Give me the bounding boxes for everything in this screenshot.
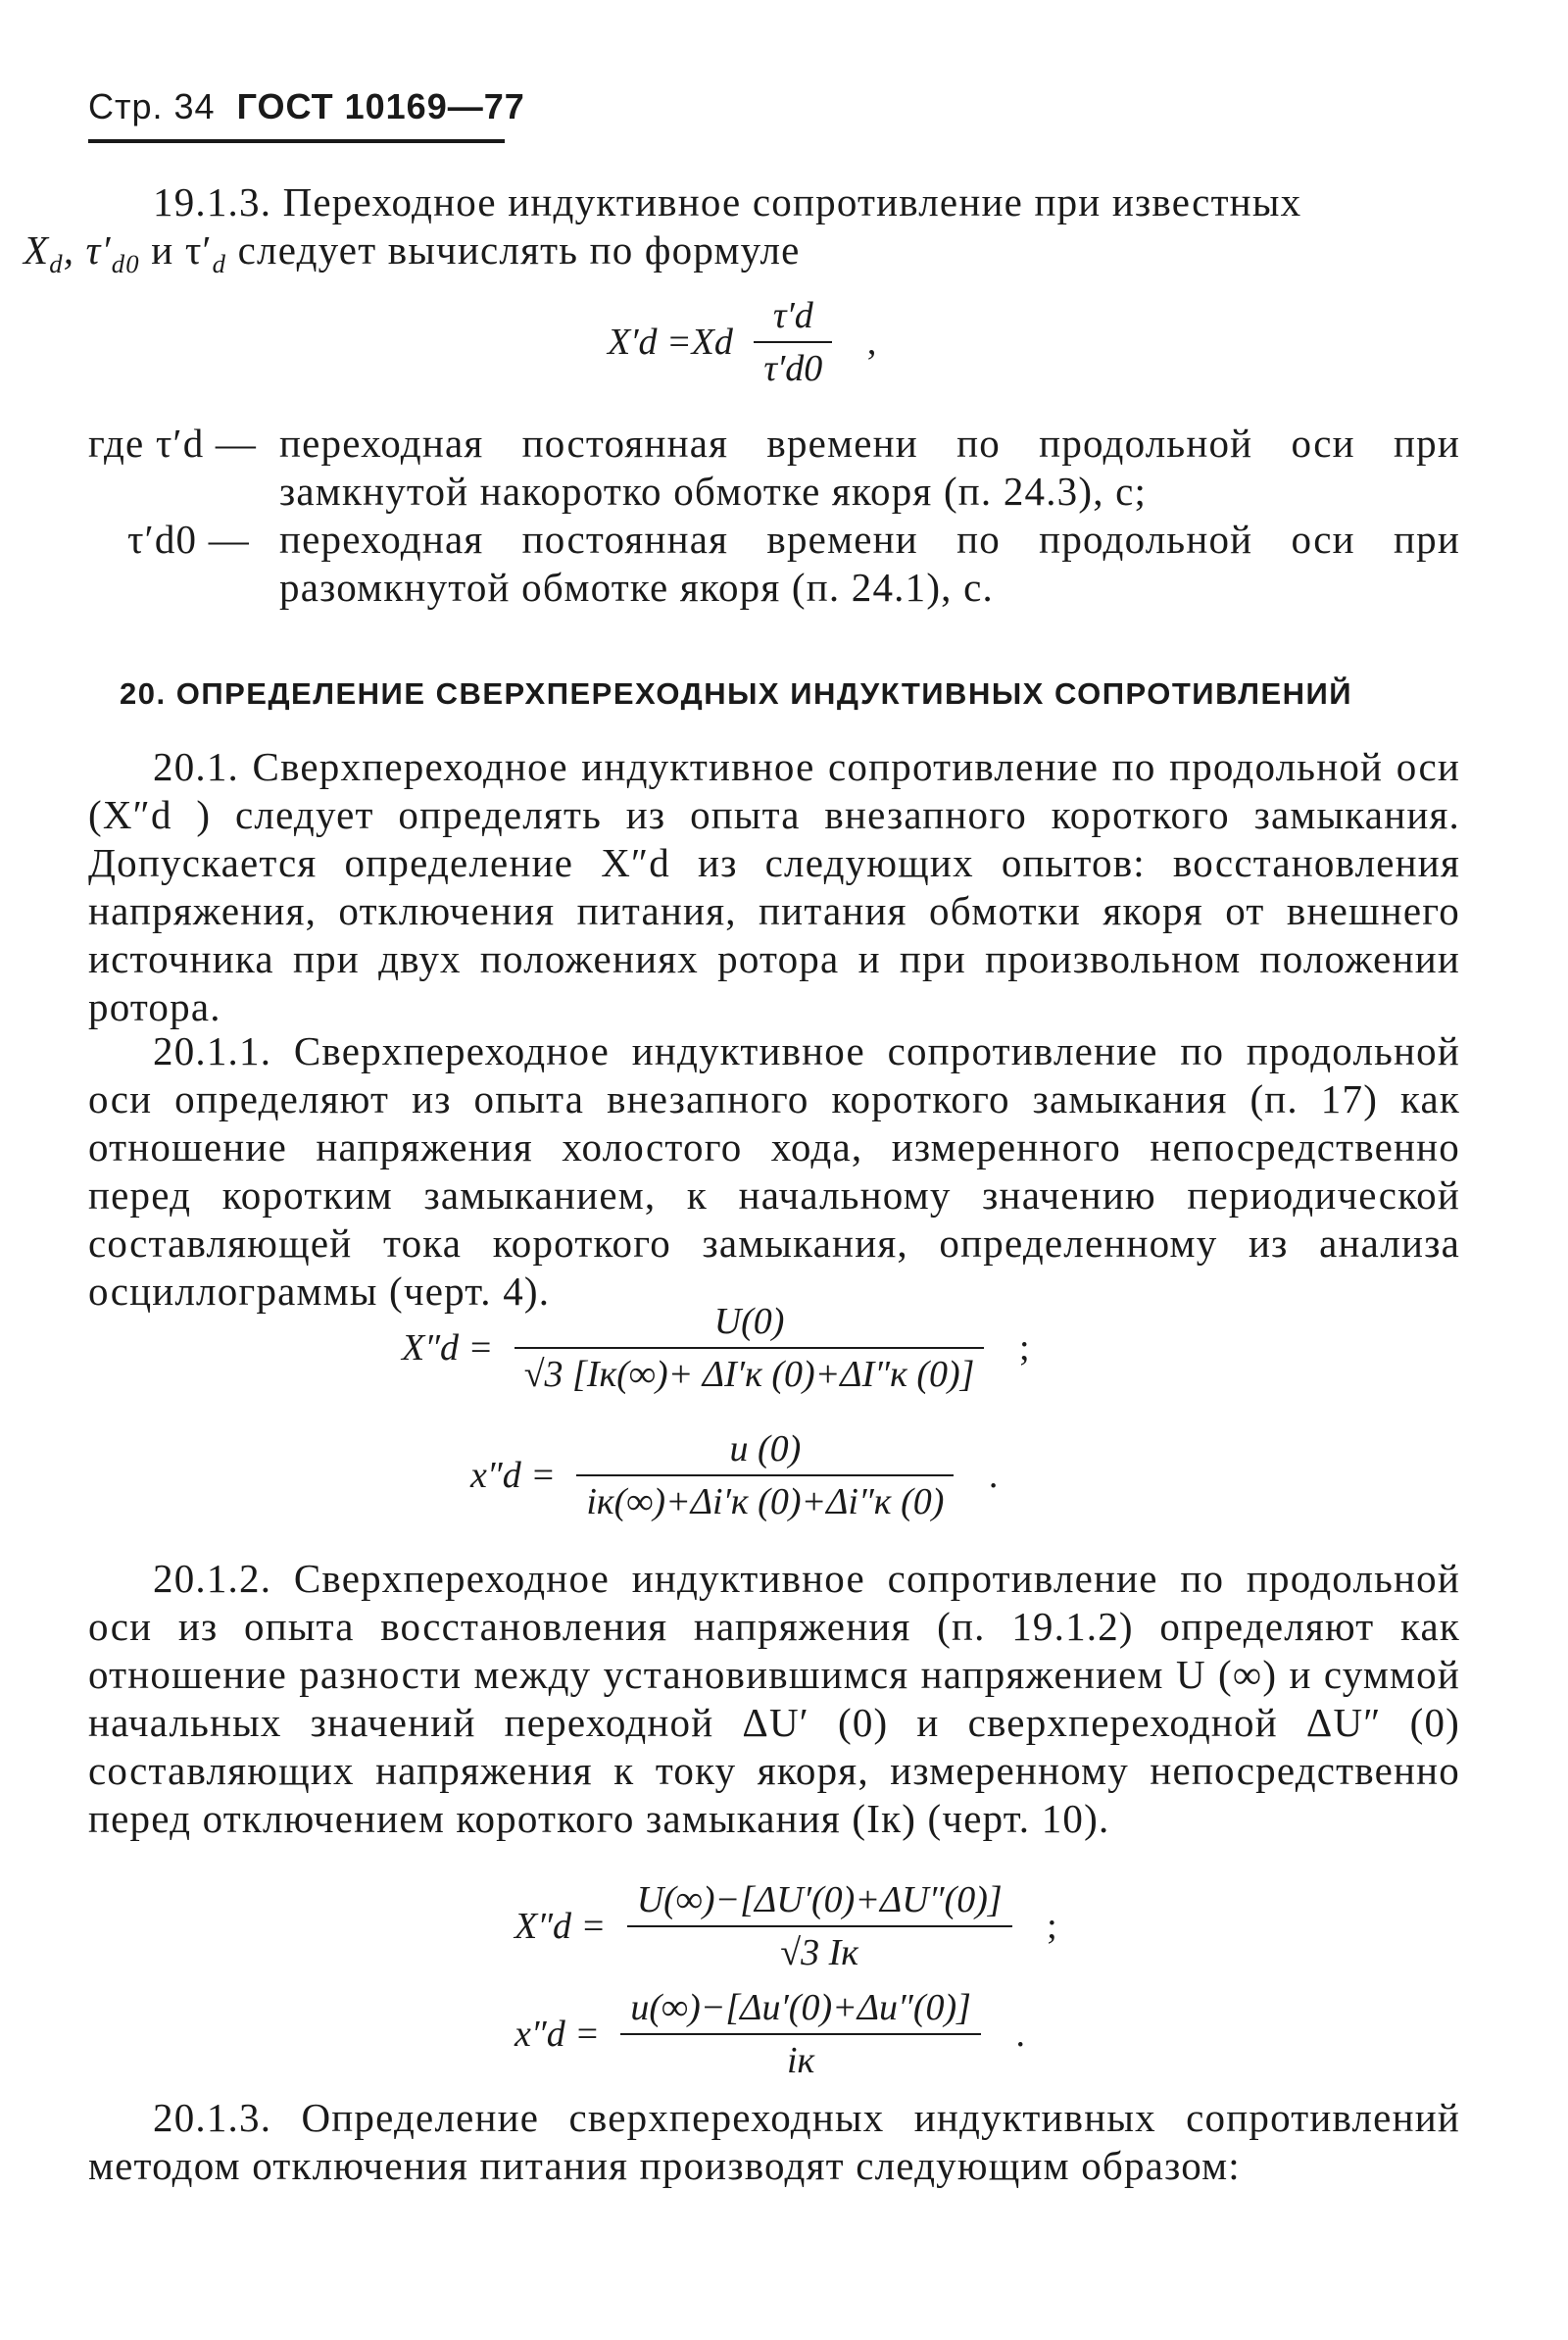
definition-tau-d: где τ′d — переходная постоянная времени по продольной оси при замкнутой накоротко обмотке якоря (п. 24.3), с; (88, 421, 1460, 514)
paragraph-20-1-3: 20.1.3. Определение сверхпереходных индуктивных сопротивлений методом отключения питания производят следующим образом: (88, 2095, 1460, 2188)
paragraph-19-1-3: 19.1.3. Переходное индуктивное сопротивление при известных $X_d$, $\tau'_{d0}$ и $\tau'_d$ следует вычислять по формуле (24, 179, 1302, 279)
header-rule (88, 139, 505, 143)
page-number: Стр. 34 (88, 86, 216, 126)
paragraph-20-1: 20.1. Сверхпереходное индуктивное сопротивление по продольной оси (X″d ) следует определять из опыта внезапного короткого замыкания. Допускается определение X″d из следующих опытов: восстановления напряжения, отключения питания, питания обмотки якоря от внешнего источника при двух положениях ротора и при произвольном положении ротора. (88, 744, 1460, 1029)
formula-x-subtransient-recovery: x″d = $\frac{u(\infty)-[\Delta u'(0)+\Delta u''(0)]}{iк}$ . (514, 1987, 1025, 2081)
definition-tau-d0: τ′d0 — переходная постоянная времени по продольной оси при разомкнутой обмотке якоря (п. 24.1), с. (127, 517, 1460, 610)
formula-x-transient: X′d =Xd $\frac{\tau'd}{\tau'd0}$ , (608, 295, 877, 389)
paragraph-20-1-1: 20.1.1. Сверхпереходное индуктивное сопротивление по продольной оси определяют из опыта внезапного короткого замыкания (п. 17) как отношение напряжения холостого хода, измеренного непосредственно перед коротким замыканием, к начальному значению периодической составляющей тока короткого замыкания, определенному из анализа осциллограммы (черт. 4). (88, 1028, 1460, 1314)
paragraph-20-1-2: 20.1.2. Сверхпереходное индуктивное сопротивление по продольной оси из опыта восстановления напряжения (п. 19.1.2) определяют как отношение разности между установившимся напряжением U (∞) и суммой начальных значений переходной ΔU′ (0) и сверхпереходной ΔU″ (0) составляющих напряжения к току якоря, измеренному непосредственно перед отключением короткого замыкания (Iк) (черт. 10). (88, 1556, 1460, 1841)
formula-x-subtransient-sc: x″d = $\frac{u (0)}{iк(\infty)+\Delta i'к (0)+\Delta i''к (0)}$ . (470, 1428, 999, 1522)
page-header (88, 86, 525, 127)
standard-code: ГОСТ 10169—77 (236, 86, 525, 126)
formula-X-subtransient-sc: X″d = $\frac{U(0)}{√3 [Iк(\infty)+ \Delta I'к (0)+\Delta I''к (0)]}$ ; (402, 1301, 1030, 1395)
section-title-20: 20. ОПРЕДЕЛЕНИЕ СВЕРХПЕРЕХОДНЫХ ИНДУКТИВНЫХ СОПРОТИВЛЕНИЙ (120, 676, 1353, 711)
formula-X-subtransient-recovery: X″d = $\frac{U(\infty)-[\Delta U'(0)+\Delta U''(0)]}{√3 Iк}$ ; (514, 1879, 1057, 1973)
